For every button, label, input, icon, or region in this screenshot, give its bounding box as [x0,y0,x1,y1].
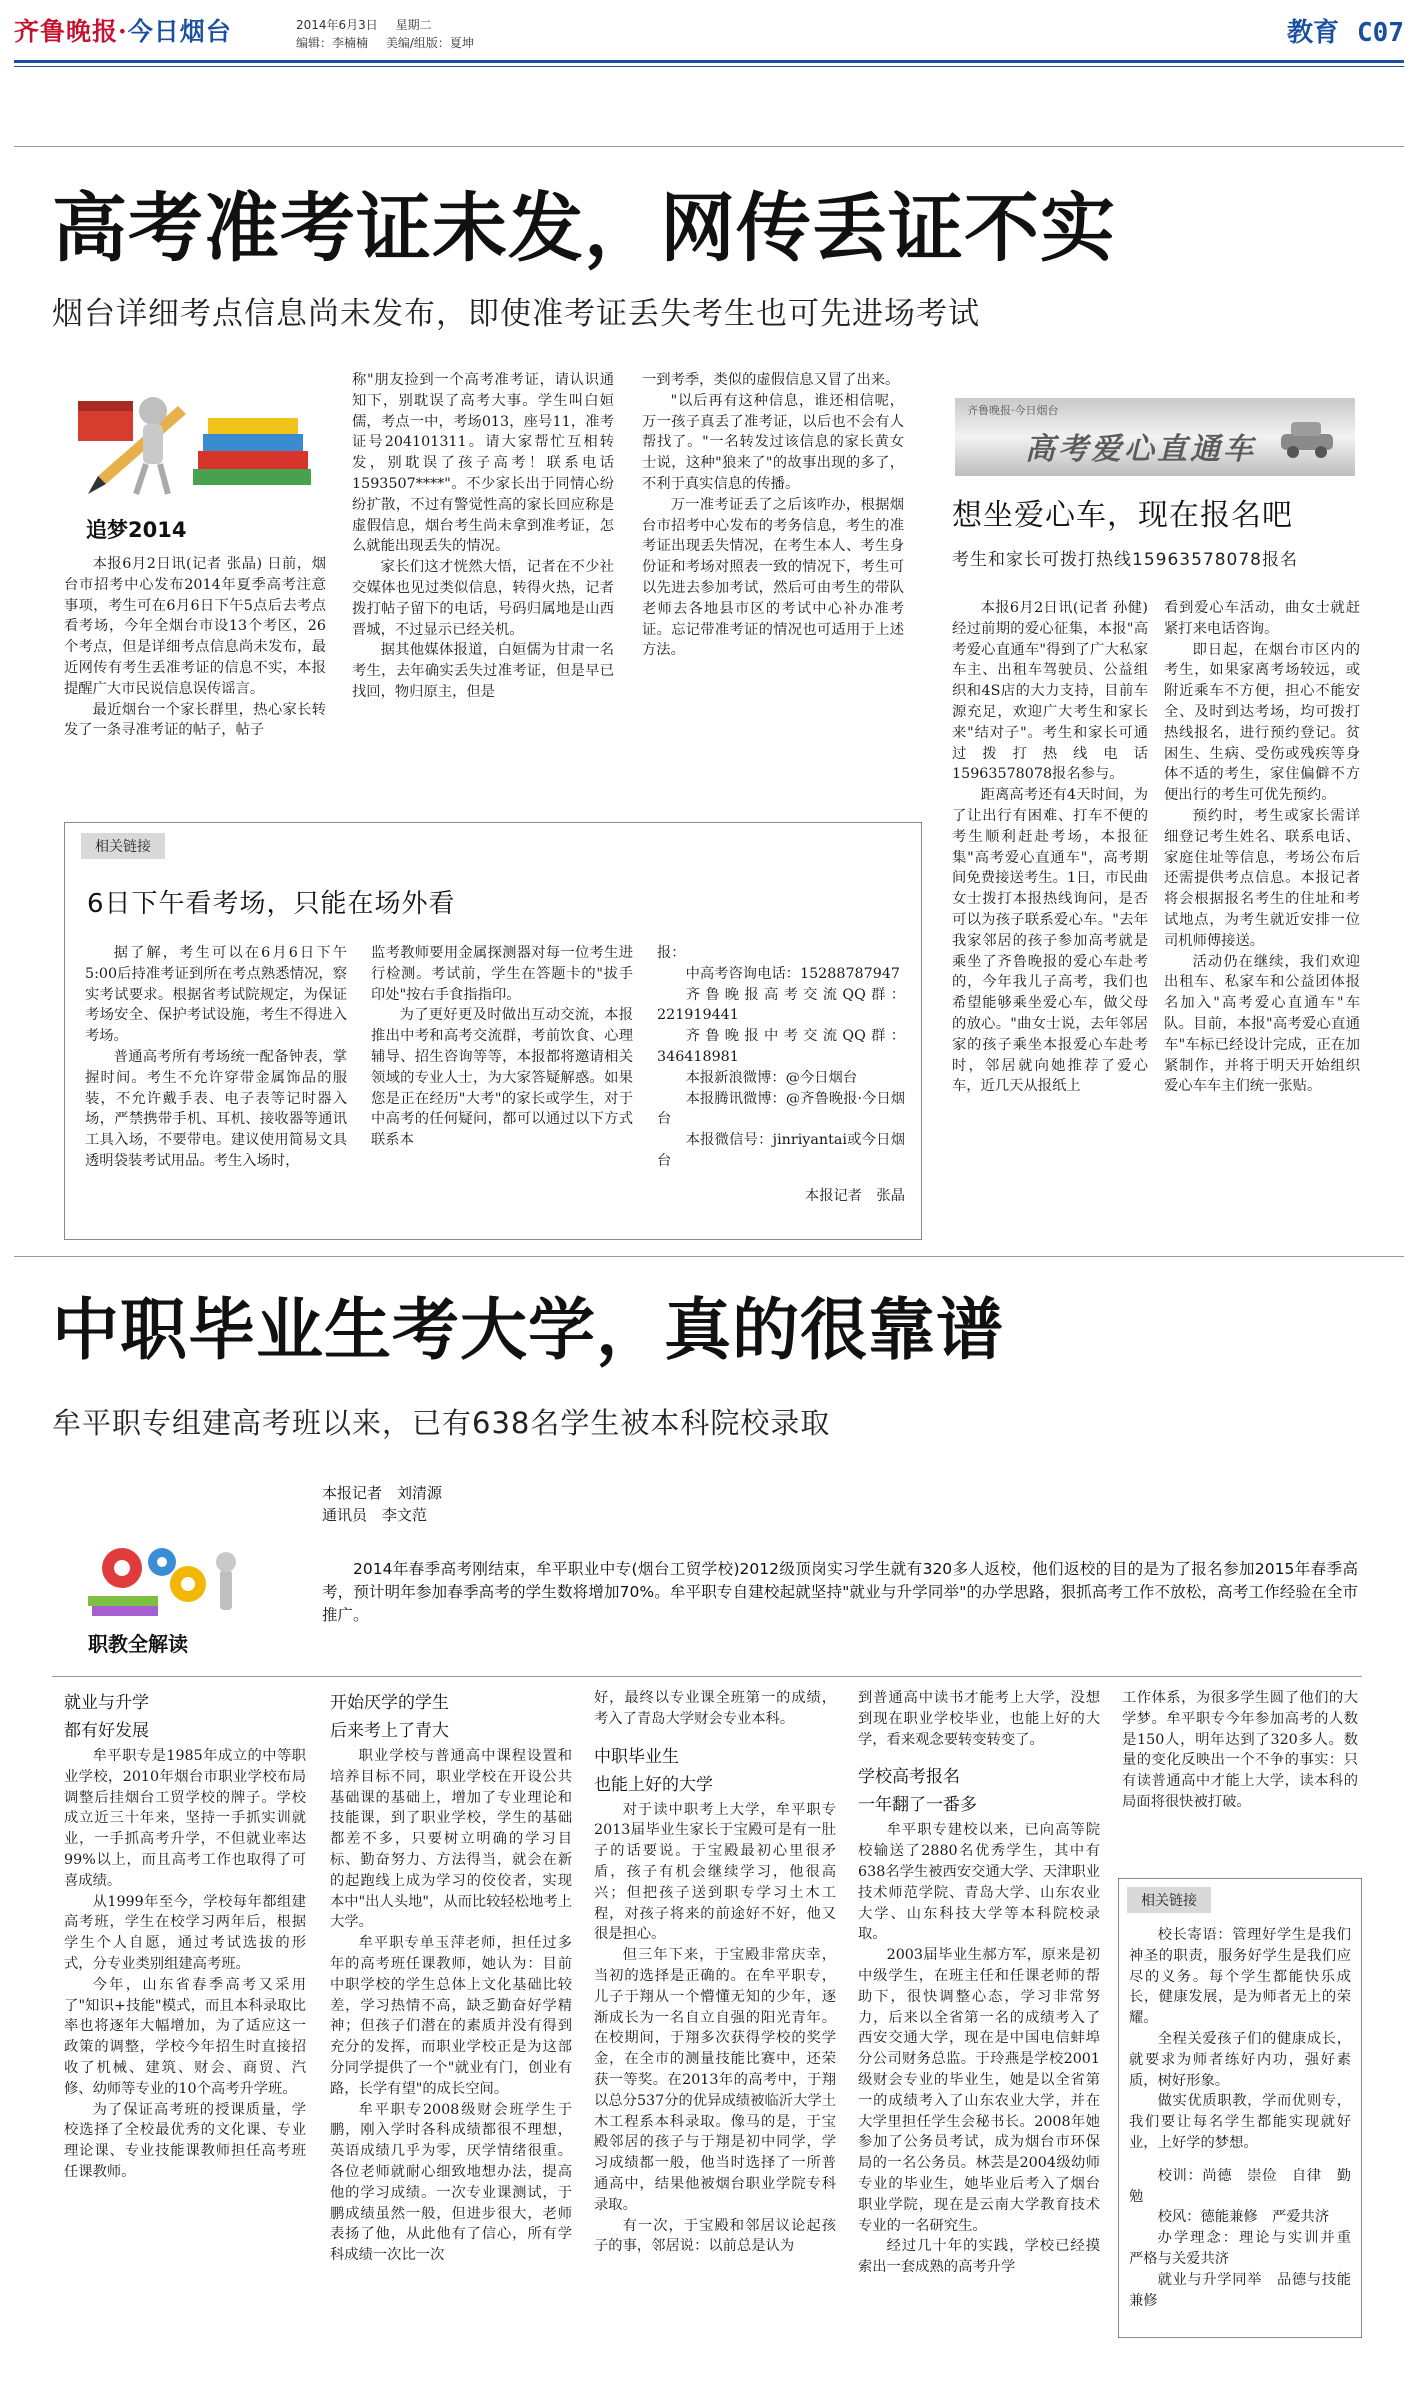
story1-column-3 [642,370,904,661]
related-links-tab: 相关链接 [1127,1887,1211,1913]
illustration-gears [70,1540,280,1622]
paragraph: "以后再有这种信息，谁还相信呢，万一孩子真丢了准考证，以后也不会有人帮找了。"一名转发过该信息的家长黄女士说，这种"狼来了"的故事出现的多了，不利于真实信息的传播。 [642,392,904,492]
paragraph: 为了保证高考班的授课质量，学校选择了全校最优秀的文化课、专业理论课、专业技能课教师担任高考班任课教师。 [64,2101,306,2180]
section-title: 就业与升学 [64,1693,149,1713]
school-ethos: 校风：德能兼修 严爱共济 [1157,2209,1330,2226]
paragraph: 距离高考还有4天时间，为了让出行有困难、打车不便的考生顺利赶赴考场，本报征集"高考爱心直通车"，高考期间免费接送考生。1日，市民曲女士拨打本报热线询问，是否可以为孩子联系爱心车。"去年我家邻居的孩子参加高考就是乘坐了齐鲁晚报的爱心车赴考的，今年我儿子高考，我们也希望能够乘坐爱心车，做父母的放心。"曲女士说，去年邻居家的孩子乘坐本报爱心车赴考时，邻居就向她推荐了爱心车，近几天从报纸上 [952,787,1148,1095]
story1-column-2 [352,370,614,703]
paragraph: 有一次，于宝殿和邻居议论起孩子的事，邻居说：以前总是认为 [594,2217,836,2255]
paragraph: 活动仍在继续，我们欢迎出租车、私家车和公益团体报名加入"高考爱心直通车"车队。目前，本报"高考爱心直通车"车标已经设计完成，正在加紧制作，并将于明天开始组织爱心车车主们统一张贴。 [1164,953,1360,1095]
section-title: 一年翻了一番多 [858,1795,977,1816]
story3-subhead: 牟平职专组建高考班以来，已有638名学生被本科院校录取 [52,1406,831,1440]
story2-subhead: 考生和家长可拨打热线15963578078报名 [952,550,1298,570]
paragraph: 一到考季，类似的虚假信息又冒了出来。 [642,372,900,388]
paragraph: 据了解，考生可以在6月6日下午5:00后持准考证到所在考点熟悉情况，察实考试要求。根据省考试院规定，为保证考场安全、保护考试设施，考生不得进入考场。 [85,945,347,1045]
illustration-books [58,376,316,506]
paragraph: 据其他媒体报道，白姮儒为甘肃一名考生，去年确实丢失过准考证，但是早已找回，物归原主，但是 [352,642,614,700]
paragraph: 今年，山东省春季高考又采用了"知识+技能"模式，而且本科录取比率也将逐年大幅增加，为了适应这一政策的调整，学校今年招生时直接招收了机械、建筑、财会、商贸、汽修、幼师等专业的10个高考升学班。 [64,1976,306,2097]
section-title: 都有好发展 [64,1721,149,1741]
paragraph: 到普通高中读书才能考上大学，没想到现在职业学校毕业，也能上好的大学，看来观念要转变转变了。 [858,1690,1100,1748]
school-motto: 校训：尚德 崇俭 自律 勤勉 [1129,2167,1351,2205]
paragraph: 全程关爱孩子们的健康成长，就要求为师者练好内功，强好素质，树好形象。 [1129,2030,1351,2089]
correspondent-credit: 通讯员 李文范 [322,1506,428,1524]
books-pencil-icon [58,376,316,506]
paragraph: 牟平职专是1985年成立的中等职业学校，2010年烟台市职业学校布局调整后挂烟台工贸学校的牌子。学校成立近三十年来，坚持一手抓实训就业，一手抓高考升学，不但就业率达99%以上，而且高考工作也取得了可喜成绩。 [64,1748,306,1889]
masthead [14,12,1404,60]
related-links-title: 6日下午看考场，只能在场外看 [87,889,456,919]
brand-separator: · [118,17,128,46]
paragraph: 做实优质职教，学而优则专，我们要让每名学生都能实现就好业，上好学的梦想。 [1129,2093,1351,2151]
paragraph: 牟平职专建校以来，已向高等院校输送了2880名优秀学生，其中有638名学生被西安交通大学、天津职业技术师范学院、青岛大学、山东农业大学、山东科技大学等本科院校录取。 [858,1822,1100,1943]
masthead-rule [14,60,1404,63]
school-principle: 就业与升学同举 品德与技能兼修 [1129,2271,1351,2309]
story1-column-1 [64,554,326,741]
related1-column-2 [371,943,633,1151]
editor-credit: 编辑：李楠楠 [296,36,369,50]
paragraph: 校长寄语：管理好学生是我们神圣的职责，服务好学生是我们应尽的义务。每个学生都能快乐成长，健康发展，是为师者无上的荣耀。 [1129,1927,1351,2027]
contact-line: 齐鲁晚报高考交流QQ群：221919441 [657,986,905,1024]
story3-column-4 [858,1688,1100,2278]
reporter-credit: 本报记者 刘清源 [322,1484,443,1502]
paragraph: 最近烟台一个家长群里，热心家长转发了一条寻准考证的帖子，帖子 [64,701,326,739]
related-links-box [64,822,922,1240]
story3-headline: 中职毕业生考大学，真的很靠谱 [52,1291,1004,1369]
contact-line: 中高考咨询电话：15288787947 [685,965,901,982]
masthead-rule-thin [14,66,1404,67]
school-philosophy: 办学理念：理论与实训并重 严格与关爱共济 [1129,2230,1366,2267]
paragraph: 好，最终以专业课全班第一的成绩，考入了青岛大学财会专业本科。 [594,1690,836,1727]
illustration-label: 追梦2014 [86,518,187,542]
paragraph: 即日起，在烟台市区内的考生，如果家离考场较远，或附近乘车不方便，担心不能安全、及时到达考场，均可拨打热线报名，进行预约登记。贫困生、生病、受伤或残疾等身体不适的考生，家住偏僻不方便出行的考生可优先预约。 [1164,641,1360,804]
story3-column-2 [330,1688,572,2266]
paragraph: 报： [657,945,686,961]
story3-credits [322,1482,442,1526]
story3-column-5 [1122,1688,1358,1813]
contact-line: 本报新浪微博：@今日烟台 [685,1069,858,1086]
story2-column-1 [952,598,1148,1097]
paragraph: 牟平职专单玉萍老师，担任过多年的高考班任课教师，她认为：目前中职学校的学生总体上文化基础比较差，学习热情不高，缺乏勤奋好学精神；但孩子们潜在的素质并没有得到充分的发挥，而职业学校正是为这部分同学提供了一个"就业有门，创业有路，长学有望"的成长空间。 [330,1935,572,2097]
page-label [1287,12,1404,49]
story1-subhead: 烟台详细考点信息尚未发布，即使准考证丢失考生也可先进场考试 [52,296,980,332]
contact-line: 本报腾讯微博：@齐鲁晚报·今日烟台 [657,1090,905,1128]
divider [14,1256,1404,1257]
paragraph: 牟平职专2008级财会班学生于鹏，刚入学时各科成绩都很不理想，英语成绩几乎为零，厌学情绪很重。各位老师就耐心细致地想办法，提高他的学习成绩。一次专业课测试，于鹏成绩虽然一般，但进步很大，老师表扬了他，从此他有了信心，所有学科成绩一次比一次 [330,2101,572,2264]
brand-name: 齐鲁晚报 [14,17,119,46]
related-links-tab: 相关链接 [81,833,165,859]
section-title: 也能上好的大学 [594,1774,713,1795]
page-number: C07 [1357,18,1404,48]
illustration-label: 职教全解读 [88,1632,188,1656]
car-icon [1277,412,1337,462]
contact-line: 齐鲁晚报中考交流QQ群：346418981 [657,1028,905,1065]
byline: 本报记者 张晶 [804,1187,905,1204]
paragraph: 从1999年至今，学校每年都组建高考班，学生在校学习两年后，根据学生个人自愿，通过考试选拔的形式，分专业类别组建高考班。 [64,1893,306,1972]
related-links-box [1118,1878,1366,2338]
designer-credit: 美编/组版：夏坤 [385,36,474,50]
paragraph: 万一准考证丢了之后该咋办，根据烟台市招考中心发布的考务信息，考生的准考证出现丢失情况，在考生本人、考生身份证和考场对照表一致的情况下，考生可以先进去参加考试，然后可由考生的带队老师去各地县市区的考试中心补办准考证。忘记带准考证的情况也可适用于上述方法。 [642,496,904,659]
paragraph: 但三年下来，于宝殿非常庆幸，当初的选择是正确的。在牟平职专，儿子于翔从一个懵懂无知的少年，逐渐成长为一名自立自强的阳光青年。在校期间，于翔多次获得学校的奖学金，在全市的测量技能比赛中，还荣获一等奖。在2013年的高考中，于翔以总分537分的优异成绩被临沂大学土木工程系本科录取。像马的是，于宝殿邻居的孩子与于翔是初中同学，学习成绩都一般，他当时选择了一所普通高中，结果他被烟台职业学院专科录取。 [594,1947,836,2213]
paragraph: 工作体系，为很多学生圆了他们的大学梦。牟平职专今年参加高考的人数是150人，明年达到了320多人。数量的变化反映出一个不争的事实：只有读普通高中才能上大学，读本科的局面将很快被打破。 [1122,1690,1358,1810]
paragraph: 2003届毕业生郝方军，原来是初中级学生，在班主任和任课老师的帮助下，很快调整心态，学习非常努力，后来以全省第一名的成绩考入了西安交通大学，现在是中国电信蚌埠分公司财务总监。于玲燕是学校2001级财会专业的毕业生，她是以全省第一的成绩考入了山东农业大学，并在大学里担任学生会秘书长。2008年她参加了公务员考试，成为烟台市环保局的一名公务员。林芸是2004级幼师专业的毕业生，她毕业后考入了烟台职业学院，现在是云南大学教育技术专业的一名研究生。 [858,1947,1100,2234]
related1-column-1 [85,943,347,1172]
story3-column-3 [594,1688,836,2257]
story2-column-2 [1164,598,1360,1097]
story1-headline: 高考准考证未发，网传丢证不实 [52,184,1117,272]
section-title: 开始厌学的学生 [330,1693,449,1713]
love-car-banner [955,398,1355,476]
issue-weekday: 星期二 [395,18,432,32]
paragraph: 职业学校与普通高中课程设置和培养目标不同，职业学校在开设公共基础课的基础上，增加了专业理论和技能课，到了职业学校，学生的基础都差不多，只要树立明确的学习目标、勤奋努力、方法得当，就会在新的起跑线上成为学习的佼佼者，实现本中"出人头地"，从而比较轻松地考上大学。 [330,1748,572,1931]
gears-books-icon [70,1540,280,1622]
paragraph: 普通高考所有考场统一配备钟表，掌握时间。考生不允许穿带金属饰品的服装，不允许戴手表、电子表等记时器入场，严禁携带手机、耳机、接收器等通讯工具入场，不要带电。建议使用简易文具透明袋装考试用品。考生入场时， [85,1048,347,1169]
paragraph: 为了更好更及时做出互动交流，本报推出中考和高考交流群，考前饮食、心理辅导、招生咨询等等，本报都将邀请相关领域的专业人士，为大家答疑解惑。如果您是正在经历"大考"的家长或学生，对于中高考的任何疑问，都可以通过以下方式联系本 [371,1007,633,1149]
paragraph: 本报6月2日讯(记者 孙健) 经过前期的爱心征集，本报"高考爱心直通车"得到了广大私家车主、出租车驾驶员、公益组织和4S店的大力支持，目前车源充足，欢迎广大考生和家长来"结对子"。考生和家长可通过拨打热线电话15963578078报名参与。 [952,600,1148,783]
banner-title: 高考爱心直通车 [1025,432,1256,467]
story2-headline: 想坐爱心车，现在报名吧 [952,498,1293,533]
section-title: 中职毕业生 [594,1746,679,1767]
page-category: 教育 [1287,18,1340,48]
story3-column-1 [64,1688,306,2183]
paragraph: 看到爱心车活动，曲女士就赶紧打来电话咨询。 [1164,600,1360,637]
section-title: 后来考上了青大 [330,1721,449,1741]
newspaper-brand [14,12,232,48]
paragraph: 对于读中职考上大学，牟平职专2013届毕业生家长于宝殿可是有一肚子的话要说。于宝殿最初心里很矛盾，孩子有机会继续学习，他很高兴；但把孩子送到职专学习土木工程，对孩子将来的前途好不好，他又很是担心。 [594,1801,836,1943]
divider [14,146,1404,147]
section-title: 学校高考报名 [858,1767,960,1788]
paragraph: 监考教师要用金属探测器对每一位考生进行检测。考试前，学生在答题卡的"拔手印处"按右手食指指印。 [371,945,633,1003]
contact-line: 本报微信号：jinriyantai或今日烟台 [657,1132,905,1169]
paragraph: 家长们这才恍然大悟，记者在不少社交媒体也见过类似信息，转得火热，记者拨打帖子留下的电话，号码归属地是山西晋城，不过显示已经关机。 [352,559,614,638]
divider [52,1676,1362,1677]
issue-info [296,16,488,52]
brand-section: 今日烟台 [127,17,232,46]
related1-column-3 [657,943,905,1207]
paragraph: 经过几十年的实践，学校已经摸索出一套成熟的高考升学 [858,2238,1100,2276]
paragraph: 预约时，考生或家长需详细登记考生姓名、联系电话、家庭住址等信息，考场公布后还需提供考点信息。本报记者将会根据报名考生的住址和考试地点，为考生就近安排一位司机师傅接送。 [1164,807,1360,949]
issue-date: 2014年6月3日 [296,18,378,32]
paragraph: 本报6月2日讯(记者 张晶) 日前，烟台市招考中心发布2014年夏季高考注意事项，考生可在6月6日下午5点后去考点看考场，今年全烟台市设13个考区，26个考点，但是详细考点信息尚未发布，最近网传有考生丢准考证的信息不实，本报提醒广大市民说信息误传谣言。 [64,556,326,697]
related2-content [1129,1925,1366,2311]
story3-lede: 2014年春季高考刚结束，牟平职业中专(烟台工贸学校)2012级顶岗实习学生就有320多人返校，他们返校的目的是为了报名参加2015年春季高考，预计明年参加春季高考的学生数将增加70%。牟平职专自建校起就坚持"就业与升学同举"的办学思路，狠抓高考工作不放松，高考工作经验在全市推广。 [322,1560,1358,1624]
paragraph: 称"朋友捡到一个高考准考证，请认识通知下，别耽误了高考大事。学生叫白姮儒，考点一中，考场013，座号11，准考证号204101311。请大家帮忙互相转发，别耽误了孩子高考！联系电话1593507****"。不少家长出于同情心纷纷扩散，不过有警觉性高的家长回应称是虚假信息，烟台考生尚未拿到准考证，怎么就能出现丢失的情况。 [352,372,614,555]
banner-brand: 齐鲁晚报·今日烟台 [967,404,1059,417]
